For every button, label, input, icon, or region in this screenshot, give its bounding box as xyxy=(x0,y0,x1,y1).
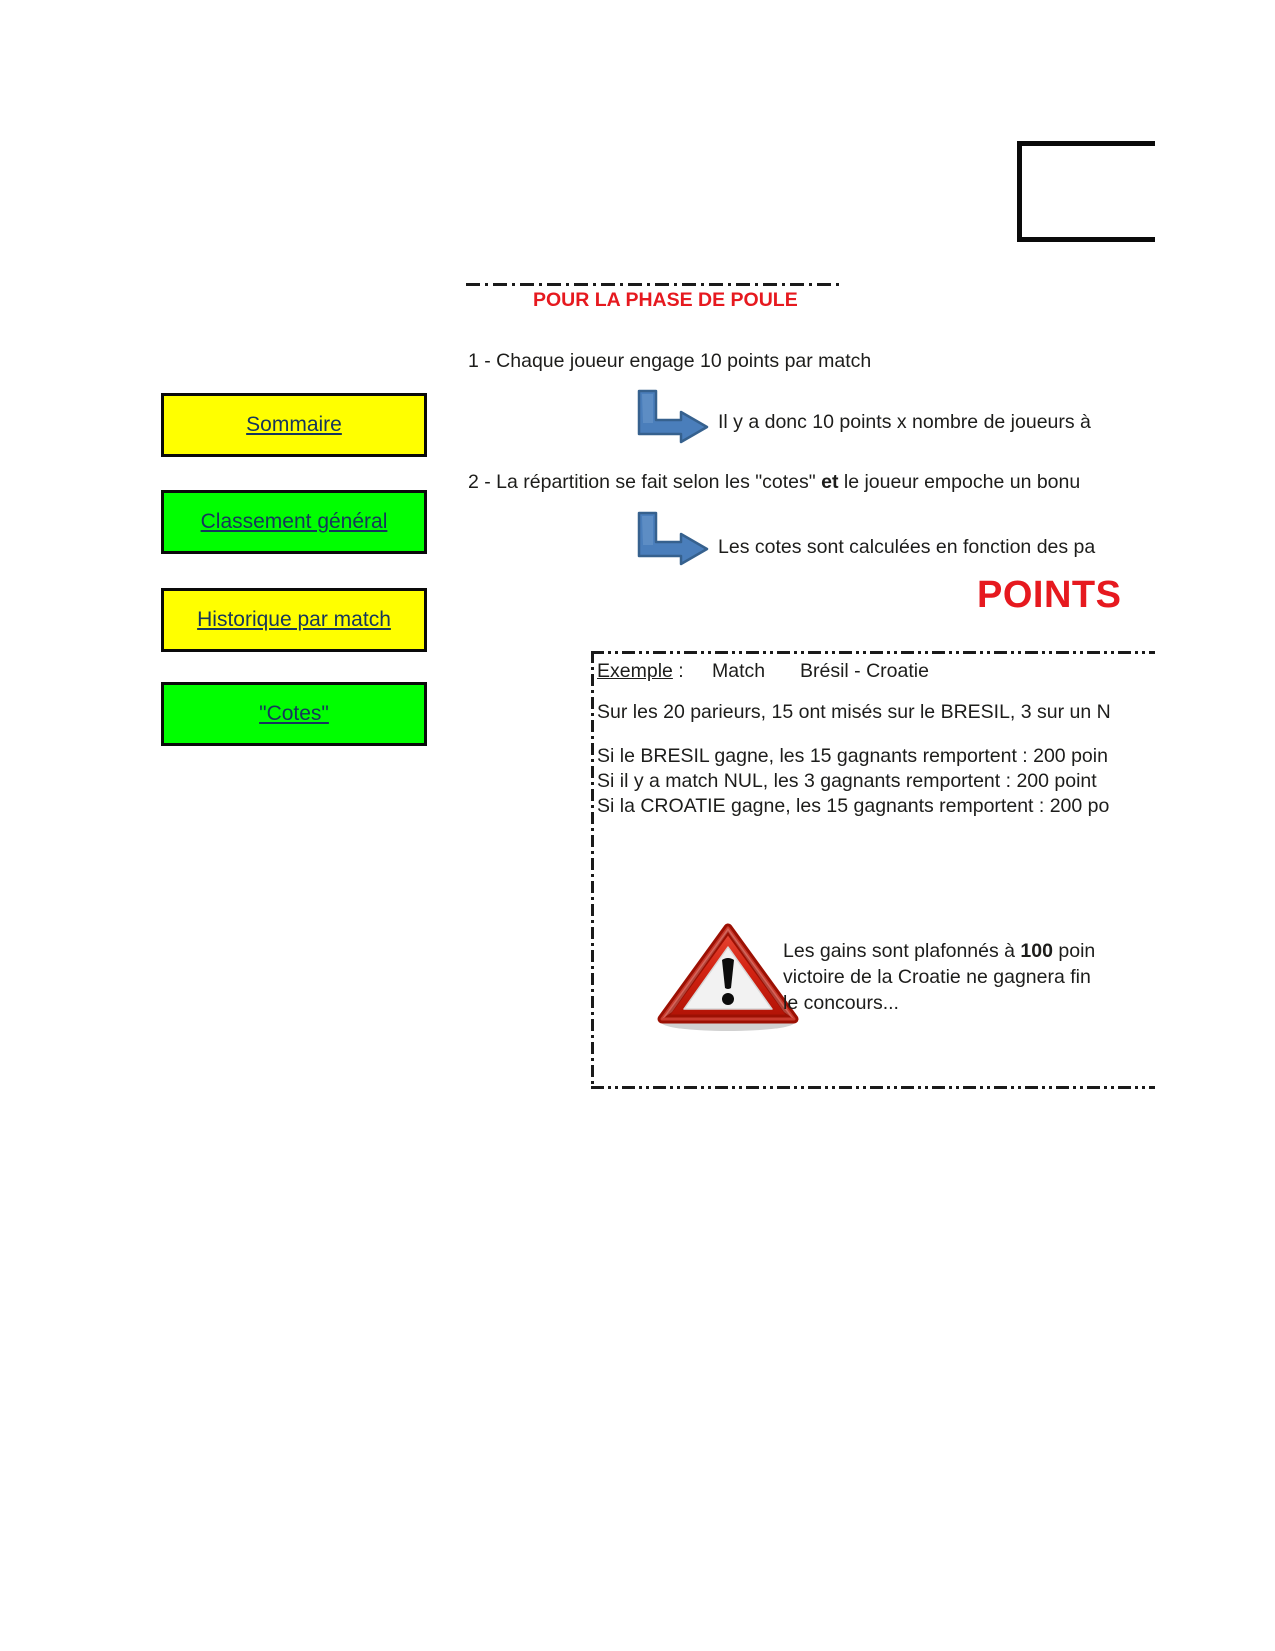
example-header xyxy=(597,659,684,684)
dashed-separator-top xyxy=(466,283,844,286)
example-box-border-top xyxy=(591,651,1155,654)
example-colon: : xyxy=(672,660,684,682)
rule2-bold-word: et xyxy=(821,471,839,493)
rule2-part2: le joueur empoche un bonu xyxy=(838,471,1081,493)
rule2-part1: 2 - La répartition se fait selon les "cotes" xyxy=(468,471,822,493)
example-box-border-bottom xyxy=(591,1086,1155,1089)
warning-cap-value: 100 xyxy=(1020,940,1053,962)
example-line-parieurs: Sur les 20 parieurs, 15 ont misés sur le BRESIL, 3 sur un N xyxy=(597,701,1111,723)
elbow-arrow-icon xyxy=(631,510,711,571)
rule2-text xyxy=(468,470,1080,495)
section-title: POUR LA PHASE DE POULE xyxy=(533,289,798,311)
example-label: Exemple xyxy=(597,660,673,682)
example-box-border-left xyxy=(591,651,594,1088)
rule1-text: 1 - Chaque joueur engage 10 points par match xyxy=(468,350,872,372)
example-match-teams: Brésil - Croatie xyxy=(800,660,929,682)
points-heading: POINTS xyxy=(977,574,1122,616)
warning-line-2: victoire de la Croatie ne gagnera fin xyxy=(783,966,1091,988)
warning-line-1: Les gains sont plafonnés à 100 poin xyxy=(783,940,1096,962)
example-case-nul: Si il y a match NUL, les 3 gagnants remportent : 200 point xyxy=(597,770,1097,792)
sidebar-item-label: Sommaire xyxy=(246,413,342,436)
rule1-note: Il y a donc 10 points x nombre de joueurs à xyxy=(718,411,1091,433)
warning-text xyxy=(783,938,1155,1016)
sidebar-item-label: "Cotes" xyxy=(259,702,329,725)
warning-line-3: le concours... xyxy=(783,992,899,1014)
rule2-note: Les cotes sont calculées en fonction des pa xyxy=(718,536,1096,558)
elbow-arrow-icon xyxy=(631,388,711,449)
empty-frame-box xyxy=(1017,141,1155,242)
sidebar-item-label: Classement général xyxy=(200,510,388,533)
example-case-croatie: Si la CROATIE gagne, les 15 gagnants remportent : 200 po xyxy=(597,795,1110,817)
example-case-bresil: Si le BRESIL gagne, les 15 gagnants remportent : 200 poin xyxy=(597,745,1108,767)
example-match-label: Match xyxy=(712,660,766,682)
warning-icon xyxy=(652,920,804,1039)
sidebar-item-label: Historique par match xyxy=(197,608,391,631)
